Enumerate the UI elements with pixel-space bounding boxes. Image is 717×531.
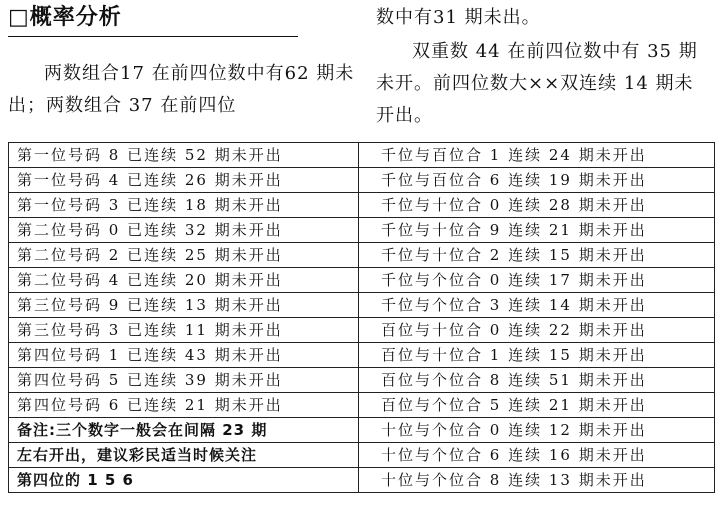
table-cell-left: 第三位号码 9 已连续 13 期未开出 (9, 293, 359, 318)
table-cell-right: 千位与十位合 9 连续 21 期未开出 (359, 218, 715, 243)
intro-paragraph-left: 两数组合17 在前四位数中有62 期未出；两数组合 37 在前四位 (8, 63, 355, 116)
table-note-cell: 第四位的 1 5 6 (9, 468, 359, 493)
table-row (9, 418, 715, 443)
table-cell-right: 百位与十位合 0 连续 22 期未开出 (359, 318, 715, 343)
table-row (9, 468, 715, 493)
table-cell-right: 十位与个位合 0 连续 12 期未开出 (359, 418, 715, 443)
table-cell-left: 第四位号码 1 已连续 43 期未开出 (9, 343, 359, 368)
table-row (9, 243, 715, 268)
table-row (9, 218, 715, 243)
title-underline (8, 36, 298, 37)
table-cell-left: 第三位号码 3 已连续 11 期未开出 (9, 318, 359, 343)
table-row (9, 168, 715, 193)
table-row (9, 193, 715, 218)
table-cell-left: 第一位号码 8 已连续 52 期未开出 (9, 143, 359, 168)
table-cell-left: 第二位号码 2 已连续 25 期未开出 (9, 243, 359, 268)
table-row (9, 343, 715, 368)
table-cell-left: 第四位号码 6 已连续 21 期未开出 (9, 393, 359, 418)
table-cell-right: 千位与个位合 3 连续 14 期未开出 (359, 293, 715, 318)
missing-draws-table (8, 142, 715, 493)
table-cell-right: 千位与十位合 2 连续 15 期未开出 (359, 243, 715, 268)
table-cell-left: 第四位号码 5 已连续 39 期未开出 (9, 368, 359, 393)
table-cell-left: 第一位号码 3 已连续 18 期未开出 (9, 193, 359, 218)
table-note-cell: 左右开出，建议彩民适当时候关注 (9, 443, 359, 468)
table-row (9, 443, 715, 468)
table-cell-right: 十位与个位合 6 连续 16 期未开出 (359, 443, 715, 468)
table-row (9, 293, 715, 318)
table-cell-right: 千位与百位合 1 连续 24 期未开出 (359, 143, 715, 168)
table-row (9, 268, 715, 293)
table-row (9, 318, 715, 343)
table-note-cell: 备注:三个数字一般会在间隔 23 期 (9, 418, 359, 443)
table-cell-left: 第二位号码 4 已连续 20 期未开出 (9, 268, 359, 293)
table-cell-right: 百位与十位合 1 连续 15 期未开出 (359, 343, 715, 368)
section-title: □概率分析 (8, 5, 122, 30)
table-cell-right: 千位与个位合 0 连续 17 期未开出 (359, 268, 715, 293)
table-cell-right: 百位与个位合 5 连续 21 期未开出 (359, 393, 715, 418)
table-cell-right: 百位与个位合 8 连续 51 期未开出 (359, 368, 715, 393)
table-row (9, 368, 715, 393)
table-cell-right: 千位与百位合 6 连续 19 期未开出 (359, 168, 715, 193)
table-cell-right: 十位与个位合 8 连续 13 期未开出 (359, 468, 715, 493)
table-cell-left: 第一位号码 4 已连续 26 期未开出 (9, 168, 359, 193)
table-row (9, 393, 715, 418)
intro-paragraph-right: 双重数 44 在前四位数中有 35 期未开。前四位数大××双连续 14 期未开出。 (376, 41, 698, 126)
table-row (9, 143, 715, 168)
intro-paragraph-right-continued: 数中有31 期未出。 (376, 7, 541, 28)
table-cell-left: 第二位号码 0 已连续 32 期未开出 (9, 218, 359, 243)
table-cell-right: 千位与十位合 0 连续 28 期未开出 (359, 193, 715, 218)
